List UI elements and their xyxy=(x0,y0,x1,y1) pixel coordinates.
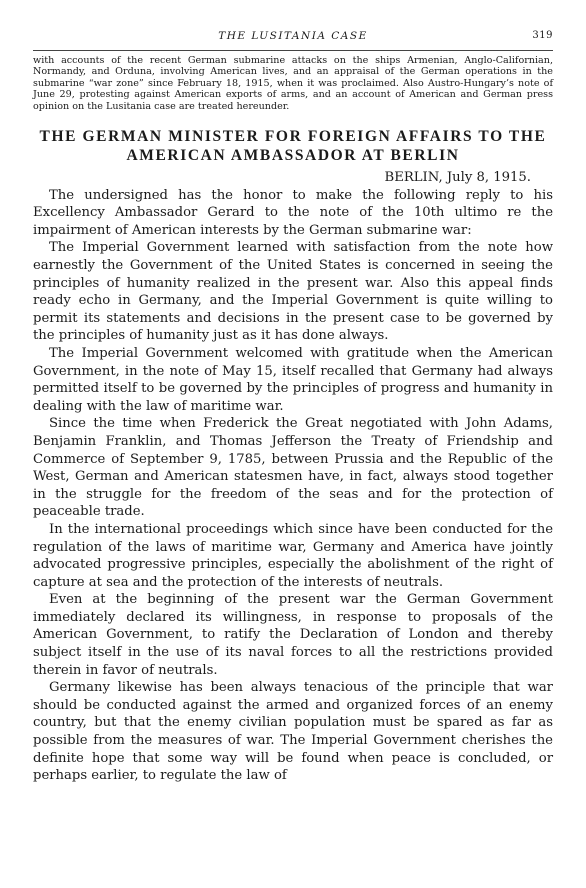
page-number: 319 xyxy=(532,30,553,41)
letter-body xyxy=(33,187,553,785)
running-title: THE LUSITANIA CASE xyxy=(218,30,368,42)
body-paragraph: In the international proceedings which since have been conducted for the regulation of the laws of maritime war, Germany and America have jointly advocated progressive principles, especially the abolishment of the right of capture at sea and the protection of the interests of neutrals. xyxy=(33,521,553,590)
summary-paragraph: with accounts of the recent German submarine attacks on the ships Armenian, Anglo-Californian, Normandy, and Orduna, involving American lives, and an appraisal of the German operations in the submarine “war zone” since February 18, 1915, when it was proclaimed. Also Austro-Hungary’s note of June 29, protesting against American exports of arms, and an account of American and German press opinion on the Lusitania case are treated hereunder. xyxy=(33,55,553,112)
document-page xyxy=(33,30,553,785)
body-paragraph: The undersigned has the honor to make the following reply to his Excellency Ambassador Gerard to the note of the 10th ultimo re the impairment of American interests by the German submarine war: xyxy=(33,187,553,238)
body-paragraph: Since the time when Frederick the Great negotiated with John Adams, Benjamin Franklin, and Thomas Jefferson the Treaty of Friendship and Commerce of September 9, 1785, between Prussia and the Republic of the West, German and American statesmen have, in fact, always stood together in the struggle for the freedom of the seas and for the protection of peaceable trade. xyxy=(33,416,553,520)
body-paragraph: The Imperial Government learned with satisfaction from the note how earnestly the Government of the United States is concerned in seeing the principles of humanity realized in the present war. Also this appeal finds ready echo in Germany, and the Imperial Government is quite willing to permit its statements and decisions in the present case to be governed by the principles of humanity just as it has done always. xyxy=(33,240,553,344)
header-rule xyxy=(33,50,553,51)
dateline: BERLIN, July 8, 1915. xyxy=(384,170,531,186)
running-head xyxy=(33,30,553,50)
body-paragraph: Germany likewise has been always tenacious of the principle that war should be conducted against the armed and organized forces of an enemy country, but that the enemy civilian population must be spared as far as possible from the measures of war. The Imperial Government cherishes the definite hope that some way will be found when peace is concluded, or perhaps earlier, to regulate the law of xyxy=(33,680,553,784)
body-paragraph: The Imperial Government welcomed with gratitude when the American Government, in the note of May 15, itself recalled that Germany had always permitted itself to be governed by the principles of progress and humanity in dealing with the law of maritime war. xyxy=(33,345,553,414)
section-heading: THE GERMAN MINISTER FOR FOREIGN AFFAIRS TO THE AMERICAN AMBASSADOR AT BERLIN xyxy=(39,128,547,165)
body-paragraph: Even at the beginning of the present war the German Government immediately declared its willingness, in response to proposals of the American Government, to ratify the Declaration of London and thereby subject itself in the use of its naval forces to all the restrictions provided therein in favor of neutrals. xyxy=(33,592,553,678)
